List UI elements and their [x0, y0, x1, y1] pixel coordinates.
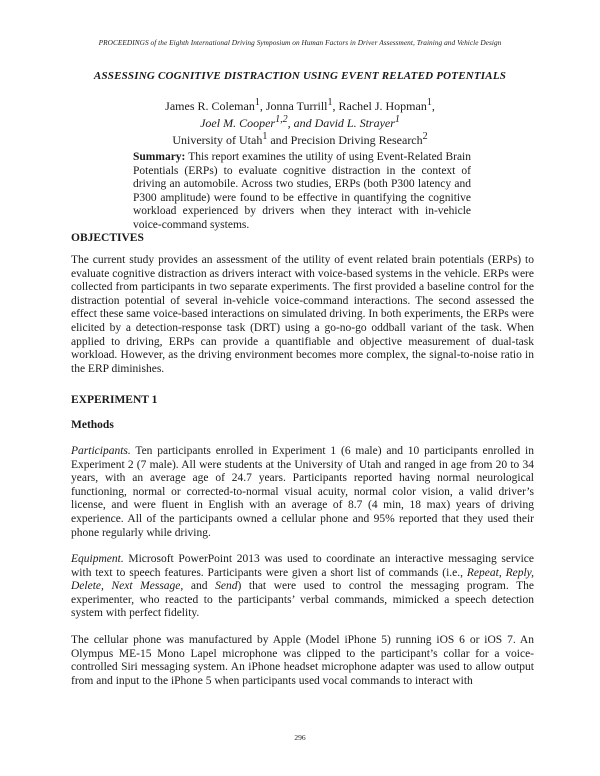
- author-sup: 1: [394, 114, 400, 125]
- author-name: James R. Coleman: [165, 99, 255, 113]
- equipment-label: Equipment.: [71, 553, 124, 565]
- participants-text: Ten participants enrolled in Experiment 1 (6 male) and 10 participants enrolled in Experiment 2 (7 male). All were students at the University of Utah and ranged in age from 20 to 34 years, with an average age of 24.7 years. Participants reported having normal neurological functioning, normal or corrected-to-normal visual acuity, normal color vision, a valid driver’s license, and were fluent in English with an average of 8.7 (4 min, 18 max) years of driving experience. All of the participants owned a cellular phone and 95% reported that they used their phone regularly while driving.: [71, 445, 534, 539]
- running-header: PROCEEDINGS of the Eighth International Driving Symposium on Human Factors in Driver Assessment, Training and Vehicle Design: [98, 38, 502, 47]
- affiliation-sup: 2: [422, 131, 428, 142]
- author-name: Joel M. Cooper: [200, 116, 276, 130]
- author-line-1: James R. Coleman$^1$, Jonna Turrill$^1$, Rachel J. Hopman$^1$,: [165, 97, 435, 113]
- experiment1-heading: EXPERIMENT 1: [71, 394, 158, 406]
- equipment-text-2: ) that were used to control the messaging program. The experimenter, who reacted to the participants’ verbal commands, mimicked a speech detection system with perfect fidelity.: [71, 580, 534, 620]
- author-sup: 1: [254, 97, 260, 108]
- equipment-text-1: Microsoft PowerPoint 2013 was used to coordinate an interactive messaging service with text to speech features. Participants were given a short list of commands (i.e.,: [71, 553, 534, 579]
- author-name: Jonna Turrill: [265, 99, 328, 113]
- equipment-send: Send: [215, 580, 238, 593]
- summary-text: This report examines the utility of using Event-Related Brain Potentials (ERPs) to evaluate cognitive distraction in the context of driving an automobile. Across two studies, ERPs (both P300 latency and P300 amplitude) were found to be effective in quantifying the cognitive workload experienced by drivers when they interact with in-vehicle voice-command systems.: [133, 151, 471, 231]
- objectives-heading: OBJECTIVES: [71, 232, 144, 244]
- equipment-paragraph: [71, 553, 534, 621]
- page-number: 296: [294, 733, 306, 742]
- author-name: David L. Strayer: [314, 116, 395, 130]
- paper-title: ASSESSING COGNITIVE DISTRACTION USING EVENT RELATED POTENTIALS: [93, 70, 507, 82]
- participants-paragraph: [71, 445, 534, 540]
- author-name: Rachel J. Hopman: [338, 99, 427, 113]
- phone-paragraph: The cellular phone was manufactured by Apple (Model iPhone 5) running iOS 6 or iOS 7. An Olympus ME-15 Mono Lapel microphone was clipped to the participant’s collar for a voice-controlled Siri messaging system. An iPhone headset microphone adapter was used to allow output from and input to the iPhone 5 when participants used vocal commands to interact with: [71, 634, 534, 687]
- author-sup: 1: [426, 97, 432, 108]
- affiliation: Precision Driving Research: [290, 133, 423, 147]
- summary-paragraph: [133, 151, 471, 232]
- equipment-and: and: [183, 580, 216, 593]
- affiliation-and: and: [270, 133, 288, 147]
- objectives-paragraph: The current study provides an assessment of the utility of event related brain potentials (ERPs) to evaluate cognitive distraction as drivers interact with voice-based systems in the vehicle. ERPs were collected from participants in two separate experiments. The first provided a baseline control for the distraction potential of several in-vehicle voice-command interactions. The second assessed the effect these same voice-based interactions on simulated driving. In both experiments, the ERPs were elicited by a detection-response task (DRT) using a go-no-go oddball variant of the task. When applied to driving, ERPs can provide a quantifiable and objective measurement of dual-task workload. However, as the driving environment becomes more complex, the signal-to-noise ratio in the ERP diminishes.: [71, 254, 534, 375]
- affiliation: University of Utah: [172, 133, 263, 147]
- equipment-commands: Repeat, Reply, Delete, Next Message,: [71, 566, 534, 593]
- participants-label: Participants.: [71, 445, 131, 457]
- author-and: and: [293, 116, 312, 130]
- summary-label: Summary:: [133, 151, 186, 163]
- affiliation-sup: 1: [262, 131, 268, 142]
- author-line-2: Joel M. Cooper$^{1,2}$, and David L. Strayer$^1$: [200, 114, 400, 130]
- author-sup: 1: [327, 97, 333, 108]
- methods-heading: Methods: [71, 419, 114, 431]
- author-sup: 1,2: [275, 114, 288, 125]
- affiliation-line: [0, 130, 600, 147]
- author-block: [0, 96, 600, 147]
